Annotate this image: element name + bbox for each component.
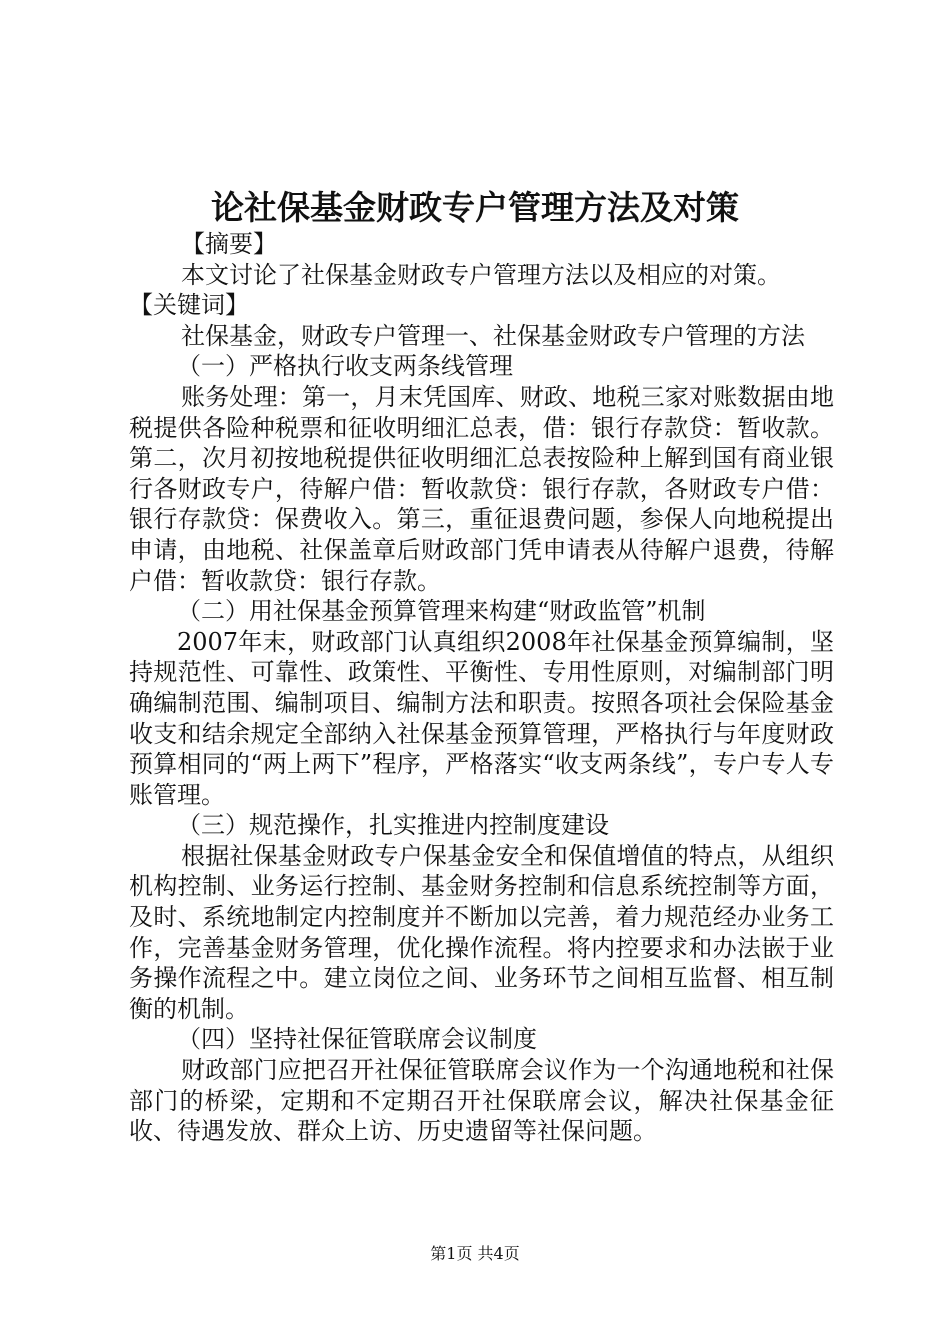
abstract-heading: 【摘要】 (181, 230, 277, 258)
abstract-text: 本文讨论了社保基金财政专户管理方法以及相应的对策。 (181, 260, 781, 289)
section-heading-4: （四）坚持社保征管联席会议制度 (177, 1025, 537, 1054)
keywords-text: 社保基金，财政专户管理一、社保基金财政专户管理的方法 (181, 321, 805, 350)
document-title: 论社保基金财政专户管理方法及对策 (211, 188, 739, 227)
section-paragraph-4: 财政部门应把召开社保征管联席会议作为一个沟通地税和社保部门的桥梁，定期和不定期召开社保联席会议，解决社保基金征收、待遇发放、群众上访、历史遗留等社保问题。 (129, 1056, 834, 1146)
page-footer: 第1页 共4页 (430, 1244, 520, 1263)
section-paragraph-1: 账务处理：第一，月末凭国库、财政、地税三家对账数据由地税提供各险种税票和征收明细汇总表，借：银行存款贷：暂收款。第二，次月初按地税提供征收明细汇总表按险种上解到国有商业银行各财政专户，待解户借：暂收款贷：银行存款，各财政专户借：银行存款贷：保费收入。第三，重征退费问题，参保人向地税提出申请，由地税、社保盖章后财政部门凭申请表从待解户退费，待解户借：暂收款贷：银行存款。 (129, 382, 834, 595)
section-paragraph-2: 2007年末，财政部门认真组织2008年社保基金预算编制，坚持规范性、可靠性、政策性、平衡性、专用性原则，对编制部门明确编制范围、编制项目、编制方法和职责。按照各项社会保险基金收支和结余规定全部纳入社保基金预算管理，严格执行与年度财政预算相同的“两上两下”程序，严格落实“收支两条线”，专户专人专账管理。 (129, 627, 834, 809)
section-heading-1: （一）严格执行收支两条线管理 (177, 352, 513, 381)
section-heading-2: （二）用社保基金预算管理来构建“财政监管”机制 (177, 597, 706, 626)
document-body (129, 229, 834, 1147)
section-paragraph-3: 根据社保基金财政专户保基金安全和保值增值的特点，从组织机构控制、业务运行控制、基金财务控制和信息系统控制等方面，及时、系统地制定内控制度并不断加以完善，着力规范经办业务工作，完善基金财务管理，优化操作流程。将内控要求和办法嵌于业务操作流程之中。建立岗位之间、业务环节之间相互监督、相互制衡的机制。 (129, 841, 834, 1023)
keywords-heading: 【关键词】 (129, 291, 249, 320)
section-heading-3: （三）规范操作，扎实推进内控制度建设 (177, 811, 609, 840)
